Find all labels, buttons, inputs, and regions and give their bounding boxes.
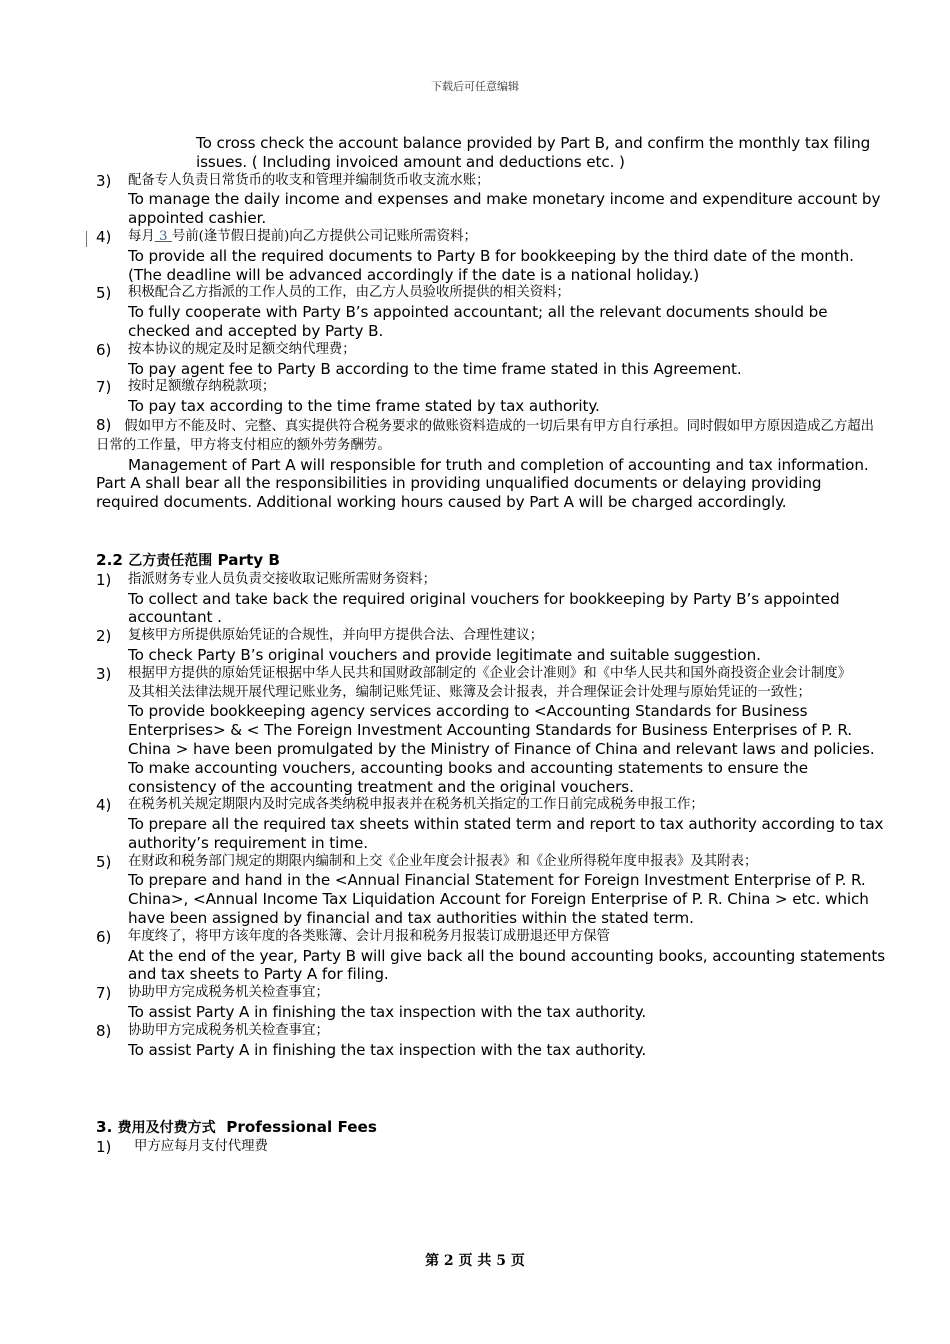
item-number: 5) xyxy=(96,852,112,871)
section-title-en: Party B xyxy=(217,550,280,569)
item-number: 4) xyxy=(96,796,112,815)
item-number: 7) xyxy=(96,378,112,397)
item-en: To pay agent fee to Party B according to the time frame stated in this Agreement. xyxy=(128,359,742,378)
party-a-list xyxy=(96,172,886,512)
item-number: 7) xyxy=(96,984,112,1003)
party-a-item-8 xyxy=(96,416,886,512)
party-b-item-8 xyxy=(96,1022,886,1060)
document-body xyxy=(96,134,886,1157)
party-b-item-2 xyxy=(96,627,886,665)
item-zh: 根据甲方提供的原始凭证根据中华人民共和国财政部制定的《企业会计准则》和《中华人民共和国外商投资企业会计制度》及其相关法律法规开展代理记账业务，编制记账凭证、账簿及会计报表，并合理保证会计处理与原始凭证的一致性； xyxy=(128,665,852,700)
party-a-item-4 xyxy=(96,228,886,284)
fees-list xyxy=(96,1138,886,1157)
party-b-item-1 xyxy=(96,571,886,627)
item-zh: 配备专人负责日常货币的收支和管理并编制货币收支流水账； xyxy=(128,172,490,188)
party-b-item-6 xyxy=(96,928,886,984)
item-zh: 复核甲方所提供原始凭证的合规性，并向甲方提供合法、合理性建议； xyxy=(128,628,544,644)
item-zh: 按本协议的规定及时足额交纳代理费； xyxy=(128,341,356,357)
item-en: To assist Party A in finishing the tax inspection with the tax authority. xyxy=(128,1003,647,1022)
item-en: To collect and take back the required original vouchers for bookkeeping by Party B’s appointed accountant . xyxy=(128,589,840,627)
item-zh: 协助甲方完成税务机关检查事宜； xyxy=(128,1022,329,1038)
item-zh: 在财政和税务部门规定的期限内编制和上交《企业年度会计报表》和《企业所得税年度申报表》及其附表； xyxy=(128,853,758,869)
item-en: To provide bookkeeping agency services according to <Accounting Standards for Business Enterprises> & < The Foreign Investment Accounting Standards for Business Enterprises of P. R. China > have been promulgated by the Ministry of Finance of China and relevant laws and policies. To make accounting vouchers, accounting books and accounting statements to ensure the consistency of the accounting treatment and the original vouchers. xyxy=(128,702,875,796)
item-number: 5) xyxy=(96,284,112,303)
item-en: To manage the daily income and expenses and make monetary income and expenditure account by appointed cashier. xyxy=(128,190,881,228)
item-en: To provide all the required documents to Party B for bookkeeping by the third date of the month. (The deadline will be advanced accordingly if the date is a national holiday.) xyxy=(128,246,854,284)
item-zh: 按时足额缴存纳税款项； xyxy=(128,379,276,395)
item-zh: 甲方应每月支付代理费 xyxy=(134,1139,268,1155)
item-number: 8) xyxy=(96,1021,112,1040)
item-en: To assist Party A in finishing the tax inspection with the tax authority. xyxy=(128,1040,647,1059)
party-a-item-5 xyxy=(96,284,886,340)
section-heading-3 xyxy=(96,1117,886,1138)
item-number: 2) xyxy=(96,627,112,646)
item-zh: 指派财务专业人员负责交接收取记账所需财务资料； xyxy=(128,571,436,587)
party-b-item-7 xyxy=(96,984,886,1022)
item-number: 1) xyxy=(96,570,112,589)
section-number: 3. xyxy=(96,1118,113,1137)
item-zh xyxy=(128,228,886,247)
item-number: 3) xyxy=(96,171,112,190)
party-a-intro: To cross check the account balance provided by Part B, and confirm the monthly tax filing issues. ( Including invoiced amount and deductions etc. ) xyxy=(196,134,871,171)
party-a-item-6 xyxy=(96,341,886,379)
page-header: 下载后可任意编辑 xyxy=(431,80,519,93)
section-title-en: Professional Fees xyxy=(226,1118,377,1137)
party-b-list xyxy=(96,571,886,1060)
item-number: 6) xyxy=(96,340,112,359)
fees-item-1 xyxy=(96,1138,886,1157)
item-en: To check Party B’s original vouchers and provide legitimate and suitable suggestion. xyxy=(128,645,761,664)
page-footer: 第 2 页 共 5 页 xyxy=(425,1253,525,1269)
item-zh: 积极配合乙方指派的工作人员的工作，由乙方人员验收所提供的相关资料； xyxy=(128,285,570,301)
item-en: To pay tax according to the time frame stated by tax authority. xyxy=(128,397,600,416)
item-number: 1) xyxy=(96,1138,112,1157)
item-number: 8) xyxy=(96,415,112,434)
item-zh xyxy=(96,416,886,456)
item-zh: 年度终了，将甲方该年度的各类账簿、会计月报和税务月报装订成册退还甲方保管 xyxy=(128,928,611,944)
party-b-item-3 xyxy=(96,665,886,797)
item-en: To prepare all the required tax sheets within stated term and report to tax authority according to tax authority’s requirement in time. xyxy=(128,815,884,852)
party-a-item-3 xyxy=(96,172,886,228)
section-title-zh: 乙方责任范围 xyxy=(128,552,213,569)
item-zh-text: 假如甲方不能及时、完整、真实提供符合税务要求的做账资料造成的一切后果有甲方自行承担。同时假如甲方原因造成乙方超出日常的工作量，甲方将支付相应的额外劳务酬劳。 xyxy=(96,418,875,453)
item-number: 4) xyxy=(96,227,112,246)
item-zh: 协助甲方完成税务机关检查事宜； xyxy=(128,985,329,1001)
item-number: 3) xyxy=(96,664,112,683)
item-en: To fully cooperate with Party B’s appointed accountant; all the relevant documents should be checked and accepted by Party B. xyxy=(128,303,828,340)
item-en: At the end of the year, Party B will give back all the bound accounting books, accounting statements and tax sheets to Party A for filing. xyxy=(128,946,886,984)
section-heading-2-2 xyxy=(96,550,886,571)
revision-bar xyxy=(86,231,87,247)
party-a-item-7 xyxy=(96,378,886,416)
item-en: To prepare and hand in the <Annual Financial Statement for Foreign Investment Enterprise of P. R. China>, <Annual Income Tax Liquidation Account for Foreign Enterprise of P. R. China > etc. which have been assigned by financial and tax authorities within the stated term. xyxy=(128,871,869,928)
item-zh-post: 号前(逢节假日提前)向乙方提供公司记账所需资料； xyxy=(171,228,477,244)
revision-mark: 3 xyxy=(154,228,172,244)
party-b-item-4 xyxy=(96,796,886,852)
item-en: Management of Part A will responsible for truth and completion of accounting and tax information. Part A shall bear all the responsibilities in providing unqualified documents or delaying providing required documents. Additional working hours caused by Part A will be charged accordingly. xyxy=(96,455,869,512)
party-b-item-5 xyxy=(96,853,886,928)
item-zh: 在税务机关规定期限内及时完成各类纳税申报表并在税务机关指定的工作日前完成税务申报工作； xyxy=(128,797,704,813)
section-number: 2.2 xyxy=(96,550,123,569)
item-zh-pre: 每月 xyxy=(128,228,155,244)
item-number: 6) xyxy=(96,927,112,946)
section-title-zh: 费用及付费方式 xyxy=(117,1120,216,1137)
